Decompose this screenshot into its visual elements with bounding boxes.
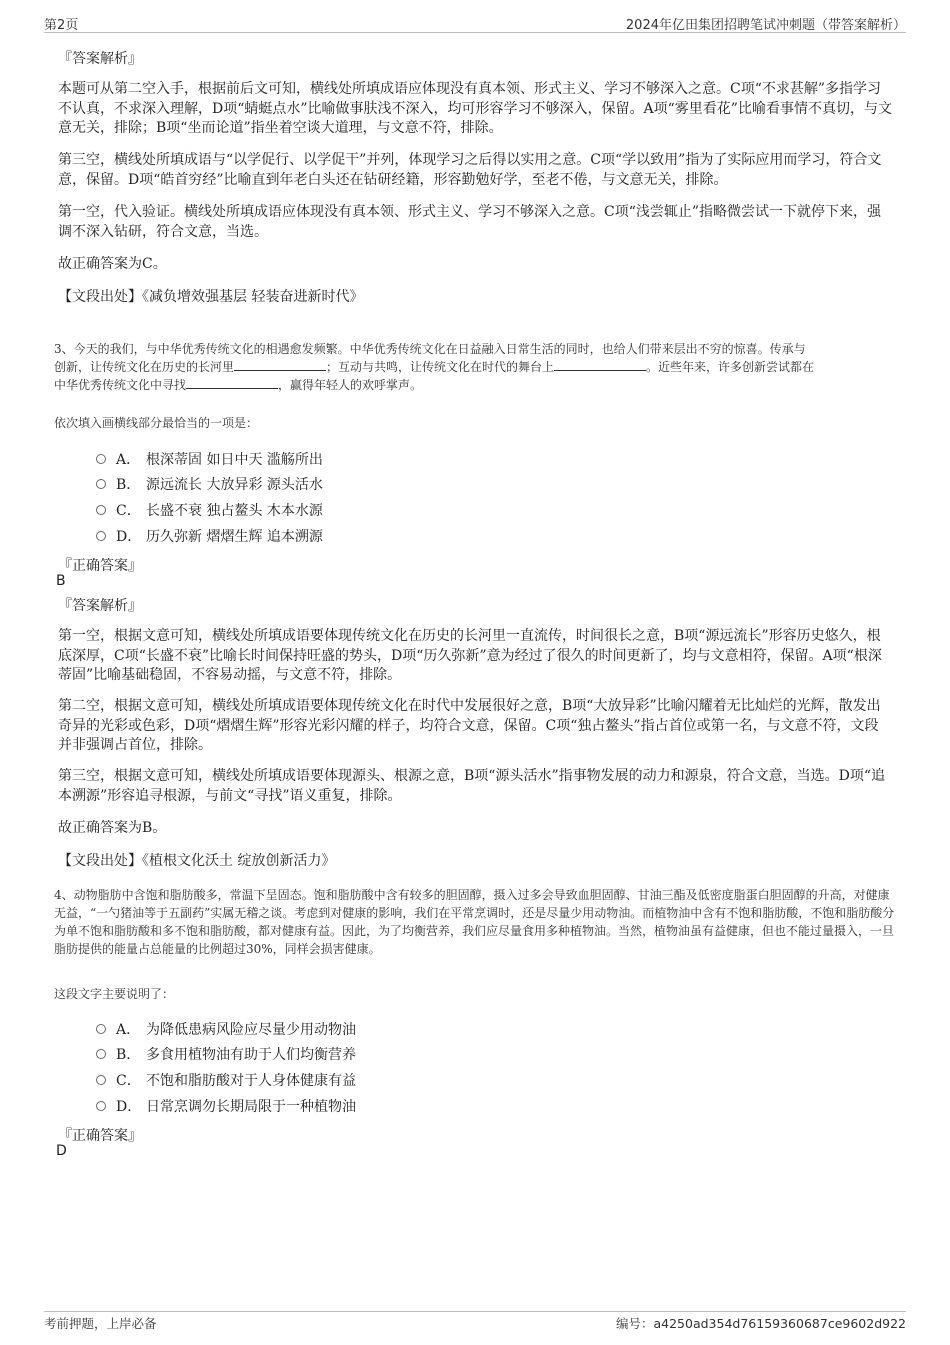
question-prompt: 这段文字主要说明了：	[54, 987, 175, 1001]
page-number: 第2页	[44, 18, 79, 33]
radio-icon[interactable]	[96, 1075, 106, 1085]
option-letter: C．	[116, 1073, 141, 1089]
option-letter: C．	[116, 503, 141, 519]
radio-icon[interactable]	[96, 531, 106, 541]
radio-icon[interactable]	[96, 479, 106, 489]
option-d[interactable]	[96, 526, 323, 546]
option-a[interactable]	[96, 1019, 356, 1039]
page-header	[44, 12, 906, 33]
analysis-paragraph: 第一空，根据文意可知，横线处所填成语要体现传统文化在历史的长河里一直流传，时间很长之意，B项“源远流长”形容历史悠久，根底深厚，C项“长盛不衰”比喻长时间保持旺盛的势头，D项“历久弥新”意为经过了很久的时间更新了，均与文意相符，保留。A项“根深蒂固”比喻基础稳固，不容易动摇，与文意不符，排除。	[58, 628, 882, 683]
stem-line	[54, 376, 900, 394]
analysis-paragraph: 第二空，根据文意可知，横线处所填成语要体现传统文化在时代中发展很好之意，B项“大放异彩”比喻闪耀着无比灿烂的光辉，散发出奇异的光彩或色彩，D项“熠熠生辉”形容光彩闪耀的样子，均符合文意，保留。C项“独占鳌头”指占首位或第一名，与文意不符，文段并非强调占首位，排除。	[58, 698, 881, 753]
option-letter: D．	[116, 529, 142, 545]
analysis-paragraph: 第三空，横线处所填成语与“以学促行、以学促干”并列，体现学习之后得以实用之意。C项“学以致用”指为了实际应用而学习，符合文意，保留。D项“皓首穷经”比喻直到年老白头还在钻研经籍，形容勤勉好学，至老不倦，与文意无关，排除。	[58, 152, 882, 188]
page-footer	[44, 1311, 906, 1334]
radio-icon[interactable]	[96, 1101, 106, 1111]
correct-answer: D	[56, 1143, 67, 1159]
fill-blank	[234, 358, 326, 371]
radio-icon[interactable]	[96, 454, 106, 464]
option-text: 日常烹调勿长期局限于一种植物油	[146, 1099, 356, 1115]
correct-answer-label: 『正确答案』	[58, 1128, 142, 1144]
option-text: 历久弥新 熠熠生辉 追本溯源	[146, 529, 323, 545]
stem-line	[54, 358, 900, 376]
option-letter: A．	[116, 1022, 141, 1038]
option-letter: B．	[116, 1047, 141, 1063]
option-c[interactable]	[96, 1070, 356, 1090]
option-text: 根深蒂固 如日中天 滥觞所出	[146, 452, 323, 468]
source-citation: 【文段出处】《减负增效强基层 轻装奋进新时代》	[58, 289, 364, 305]
fill-blank	[554, 358, 646, 371]
radio-icon[interactable]	[96, 1024, 106, 1034]
option-c[interactable]	[96, 500, 323, 520]
option-text: 多食用植物油有助于人们均衡营养	[146, 1047, 356, 1063]
stem-line: 3、今天的我们，与中华优秀传统文化的相遇愈发频繁。中华优秀传统文化在日益融入日常生活的同时，也给人们带来层出不穷的惊喜。传承与	[54, 342, 806, 356]
question-prompt: 依次填入画横线部分最恰当的一项是：	[54, 416, 259, 430]
stem-fragment: ，赢得年轻人的欢呼掌声。	[278, 378, 423, 392]
option-text: 不饱和脂肪酸对于人身体健康有益	[146, 1073, 356, 1089]
analysis-label: 『答案解析』	[58, 598, 142, 614]
stem-fragment: 创新，让传统文化在历史的长河里	[54, 360, 235, 374]
correct-answer: B	[56, 573, 66, 589]
stem-fragment: 。近些年来，许多创新尝试都在	[646, 360, 815, 374]
option-letter: A．	[116, 452, 141, 468]
document-id: 编号：a4250ad354d76159360687ce9602d922	[615, 1316, 906, 1331]
stem-fragment: ；互动与共鸣，让传统文化在时代的舞台上	[326, 360, 555, 374]
radio-icon[interactable]	[96, 505, 106, 515]
final-answer-text: 故正确答案为C。	[58, 256, 167, 272]
option-b[interactable]	[96, 474, 323, 494]
option-a[interactable]	[96, 449, 323, 469]
question-stem: 4、动物脂肪中含饱和脂肪酸多，常温下呈固态。饱和脂肪酸中含有较多的胆固醇，摄入过多会导致血胆固醇、甘油三酯及低密度脂蛋白胆固醇的升高，对健康无益，“一勺猪油等于五副药”实属无稽之谈。考虑到对健康的影响，我们在平常烹调时，还是尽量少用动物油。而植物油中含有不饱和脂肪酸，不饱和脂肪酸分为单不饱和脂肪酸和多不饱和脂肪酸，都对健康有益。因此，为了均衡营养，我们应尽量食用多种植物油。当然，植物油虽有益健康，但也不能过量摄入，一旦脂肪提供的能量占总能量的比例超过30%，同样会损害健康。	[54, 888, 895, 956]
option-letter: B．	[116, 477, 141, 493]
source-citation: 【文段出处】《植根文化沃土 绽放创新活力》	[58, 853, 336, 869]
question-stem	[54, 340, 900, 394]
radio-icon[interactable]	[96, 1049, 106, 1059]
footer-slogan: 考前押题，上岸必备	[44, 1316, 157, 1331]
correct-answer-label: 『正确答案』	[58, 558, 142, 574]
document-title: 2024年亿田集团招聘笔试冲刺题（带答案解析）	[625, 18, 906, 33]
analysis-paragraph: 第三空，根据文意可知，横线处所填成语要体现源头、根源之意，B项“源头活水”指事物发展的动力和源泉，符合文意，当选。D项“追本溯源”形容追寻根源，与前文“寻找”语义重复，排除。	[58, 768, 885, 804]
option-letter: D．	[116, 1099, 142, 1115]
analysis-paragraph: 本题可从第二空入手，根据前后文可知，横线处所填成语应体现没有真本领、形式主义、学习不够深入之意。C项“不求甚解”多指学习不认真，不求深入理解，D项“蜻蜓点水”比喻做事肤浅不深入，均可形容学习不够深入，保留。A项“雾里看花”比喻看事情不真切，与文意无关，排除；B项“坐而论道”指坐着空谈大道理，与文意不符，排除。	[58, 81, 892, 136]
fill-blank	[186, 376, 278, 389]
option-text: 长盛不衰 独占鳌头 木本水源	[146, 503, 323, 519]
option-text: 为降低患病风险应尽量少用动物油	[146, 1022, 356, 1038]
final-answer-text: 故正确答案为B。	[58, 820, 167, 836]
analysis-label: 『答案解析』	[58, 51, 142, 67]
option-text: 源远流长 大放异彩 源头活水	[146, 477, 323, 493]
analysis-paragraph: 第一空，代入验证。横线处所填成语应体现没有真本领、形式主义、学习不够深入之意。C项“浅尝辄止”指略微尝试一下就停下来，强调不深入钻研，符合文意，当选。	[58, 204, 882, 240]
option-d[interactable]	[96, 1096, 356, 1116]
stem-fragment: 中华优秀传统文化中寻找	[54, 378, 187, 392]
option-b[interactable]	[96, 1044, 356, 1064]
